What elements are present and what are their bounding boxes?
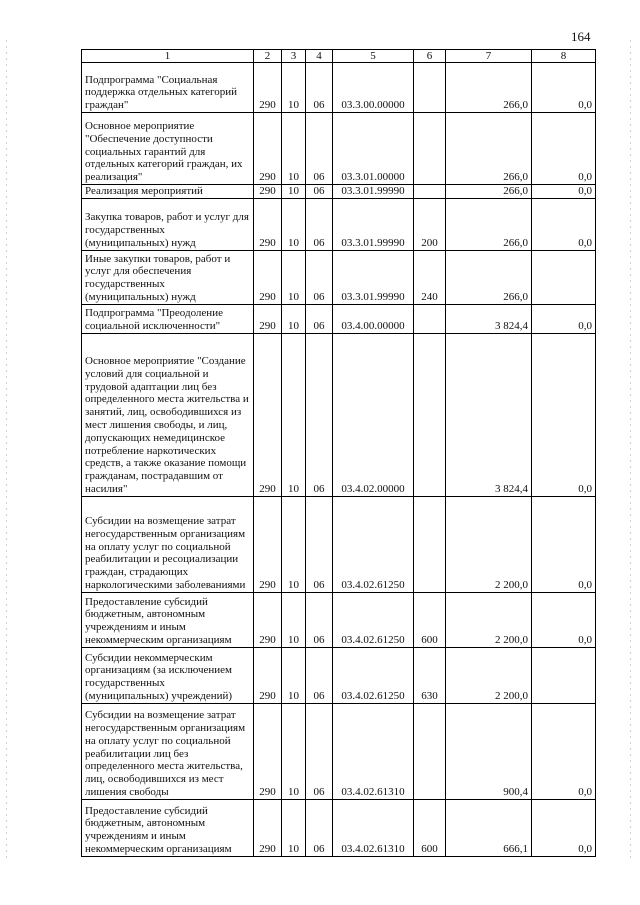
cell-extra xyxy=(532,250,596,304)
header-cell-4: 4 xyxy=(306,50,333,63)
cell-c4: 06 xyxy=(306,703,333,799)
cell-sum: 900,4 xyxy=(446,703,532,799)
cell-c2: 290 xyxy=(254,198,282,250)
cell-type xyxy=(414,113,446,185)
cell-code: 03.4.00.00000 xyxy=(333,304,414,333)
cell-type: 600 xyxy=(414,592,446,647)
cell-sum: 666,1 xyxy=(446,799,532,856)
cell-c3: 10 xyxy=(282,799,306,856)
cell-c2: 290 xyxy=(254,113,282,185)
cell-c2: 290 xyxy=(254,250,282,304)
cell-code: 03.4.02.61310 xyxy=(333,799,414,856)
header-cell-8: 8 xyxy=(532,50,596,63)
cell-c3: 10 xyxy=(282,198,306,250)
cell-sum: 266,0 xyxy=(446,198,532,250)
cell-sum: 2 200,0 xyxy=(446,647,532,703)
table-header-row xyxy=(82,50,596,63)
header-cell-2: 2 xyxy=(254,50,282,63)
cell-c2: 290 xyxy=(254,799,282,856)
cell-type: 630 xyxy=(414,647,446,703)
table-row xyxy=(82,113,596,185)
cell-name: Основное мероприятие "Обеспечение доступности социальных гарантий для отдельных категорий граждан, их реализация" xyxy=(82,113,254,185)
header-cell-3: 3 xyxy=(282,50,306,63)
table-row xyxy=(82,647,596,703)
cell-c2: 290 xyxy=(254,304,282,333)
cell-type: 600 xyxy=(414,799,446,856)
cell-name: Подпрограмма "Социальная поддержка отдельных категорий граждан" xyxy=(82,63,254,113)
cell-c3: 10 xyxy=(282,703,306,799)
cell-type xyxy=(414,703,446,799)
cell-extra: 0,0 xyxy=(532,63,596,113)
cell-c3: 10 xyxy=(282,113,306,185)
cell-extra xyxy=(532,647,596,703)
cell-c3: 10 xyxy=(282,333,306,496)
cell-code: 03.3.01.99990 xyxy=(333,198,414,250)
cell-code: 03.4.02.00000 xyxy=(333,333,414,496)
cell-name: Субсидии некоммерческим организациям (за исключением государственных (муниципальных) учреждений) xyxy=(82,647,254,703)
cell-type: 240 xyxy=(414,250,446,304)
cell-type xyxy=(414,185,446,199)
cell-c2: 290 xyxy=(254,63,282,113)
cell-name: Субсидии на возмещение затрат негосударственным организациям на оплату услуг по социальной реабилитации лиц без определенного места жительства, лиц, освободившихся из мест лишения свободы xyxy=(82,703,254,799)
budget-table xyxy=(81,49,596,857)
cell-extra: 0,0 xyxy=(532,592,596,647)
cell-extra: 0,0 xyxy=(532,703,596,799)
cell-code: 03.3.01.99990 xyxy=(333,250,414,304)
cell-c3: 10 xyxy=(282,185,306,199)
cell-c2: 290 xyxy=(254,333,282,496)
cell-c4: 06 xyxy=(306,63,333,113)
cell-c2: 290 xyxy=(254,592,282,647)
cell-type xyxy=(414,333,446,496)
left-scan-edge xyxy=(6,40,7,860)
table-row xyxy=(82,333,596,496)
cell-c4: 06 xyxy=(306,185,333,199)
header-cell-1: 1 xyxy=(82,50,254,63)
cell-c4: 06 xyxy=(306,799,333,856)
cell-extra: 0,0 xyxy=(532,799,596,856)
page-number: 164 xyxy=(571,29,591,44)
table-row xyxy=(82,185,596,199)
cell-code: 03.4.02.61250 xyxy=(333,647,414,703)
right-scan-edge xyxy=(630,40,631,860)
table-row xyxy=(82,592,596,647)
cell-c3: 10 xyxy=(282,592,306,647)
table-row xyxy=(82,799,596,856)
table-row xyxy=(82,63,596,113)
cell-c4: 06 xyxy=(306,113,333,185)
cell-c2: 290 xyxy=(254,647,282,703)
cell-c4: 06 xyxy=(306,250,333,304)
cell-c4: 06 xyxy=(306,198,333,250)
cell-name: Иные закупки товаров, работ и услуг для обеспечения государственных (муниципальных) нужд xyxy=(82,250,254,304)
cell-extra: 0,0 xyxy=(532,198,596,250)
cell-sum: 3 824,4 xyxy=(446,304,532,333)
table-body xyxy=(82,63,596,857)
cell-c2: 290 xyxy=(254,496,282,592)
cell-extra: 0,0 xyxy=(532,113,596,185)
cell-c4: 06 xyxy=(306,333,333,496)
cell-c4: 06 xyxy=(306,304,333,333)
cell-name: Основное мероприятие "Создание условий для социальной и трудовой адаптации лиц без определенного места жительства и занятий, лиц, освободившихся из мест лишения свободы, и лиц, допускающих немедицинское потребление наркотических средств, а также оказание помощи гражданам, пострадавшим от насилия" xyxy=(82,333,254,496)
header-cell-6: 6 xyxy=(414,50,446,63)
table-row xyxy=(82,304,596,333)
cell-extra: 0,0 xyxy=(532,304,596,333)
table-row xyxy=(82,703,596,799)
cell-code: 03.3.01.99990 xyxy=(333,185,414,199)
cell-sum: 3 824,4 xyxy=(446,333,532,496)
cell-extra: 0,0 xyxy=(532,333,596,496)
cell-c2: 290 xyxy=(254,185,282,199)
cell-sum: 266,0 xyxy=(446,185,532,199)
cell-code: 03.4.02.61250 xyxy=(333,592,414,647)
cell-c3: 10 xyxy=(282,496,306,592)
cell-c2: 290 xyxy=(254,703,282,799)
cell-c3: 10 xyxy=(282,63,306,113)
cell-code: 03.4.02.61310 xyxy=(333,703,414,799)
cell-c4: 06 xyxy=(306,592,333,647)
table-row xyxy=(82,496,596,592)
cell-name: Реализация мероприятий xyxy=(82,185,254,199)
cell-name: Подпрограмма "Преодоление социальной исключенности" xyxy=(82,304,254,333)
cell-c4: 06 xyxy=(306,647,333,703)
cell-c3: 10 xyxy=(282,250,306,304)
cell-name: Предоставление субсидий бюджетным, автономным учреждениям и иным некоммерческим организациям xyxy=(82,592,254,647)
table-row xyxy=(82,198,596,250)
cell-sum: 266,0 xyxy=(446,113,532,185)
cell-c4: 06 xyxy=(306,496,333,592)
cell-code: 03.3.00.00000 xyxy=(333,63,414,113)
cell-sum: 2 200,0 xyxy=(446,592,532,647)
cell-type xyxy=(414,63,446,113)
cell-code: 03.3.01.00000 xyxy=(333,113,414,185)
header-cell-7: 7 xyxy=(446,50,532,63)
cell-name: Закупка товаров, работ и услуг для государственных (муниципальных) нужд xyxy=(82,198,254,250)
cell-code: 03.4.02.61250 xyxy=(333,496,414,592)
cell-sum: 266,0 xyxy=(446,250,532,304)
table-row xyxy=(82,250,596,304)
cell-type xyxy=(414,496,446,592)
cell-sum: 266,0 xyxy=(446,63,532,113)
cell-c3: 10 xyxy=(282,647,306,703)
cell-extra: 0,0 xyxy=(532,496,596,592)
cell-name: Предоставление субсидий бюджетным, автономным учреждениям и иным некоммерческим организациям xyxy=(82,799,254,856)
header-cell-5: 5 xyxy=(333,50,414,63)
cell-c3: 10 xyxy=(282,304,306,333)
cell-type: 200 xyxy=(414,198,446,250)
cell-type xyxy=(414,304,446,333)
cell-sum: 2 200,0 xyxy=(446,496,532,592)
cell-extra: 0,0 xyxy=(532,185,596,199)
cell-name: Субсидии на возмещение затрат негосударственным организациям на оплату услуг по социальной реабилитации и ресоциализации граждан, страдающих наркологическими заболеваниями xyxy=(82,496,254,592)
